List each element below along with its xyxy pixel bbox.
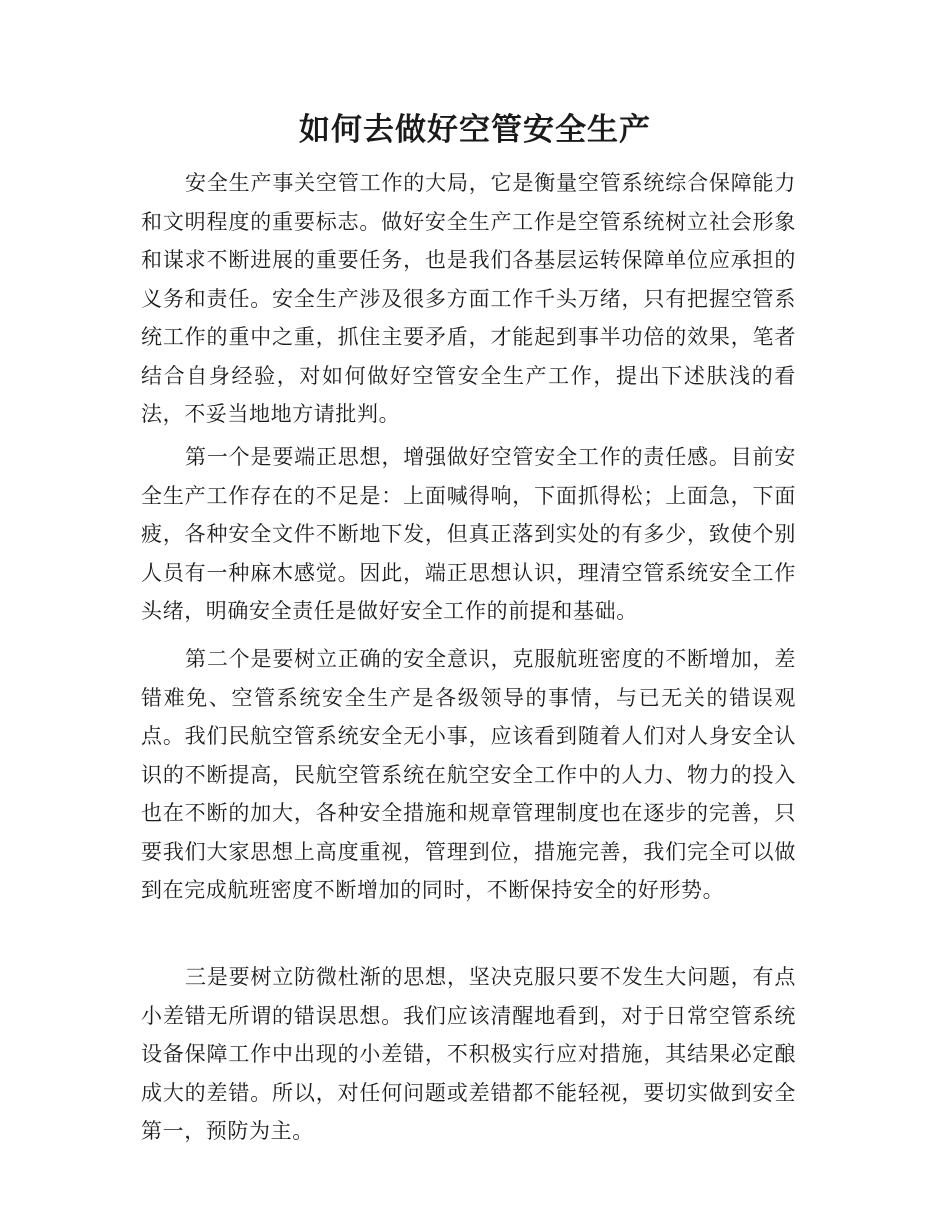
paragraph-point-one: 第一个是要端正思想，增强做好空管安全工作的责任感。目前安全生产工作存在的不足是：上面喊得响，下面抓得松；上面急，下面疲，各种安全文件不断地下发，但真正落到实处的有多少，致使个别人员有一种麻木感觉。因此，端正思想认识，理清空管系统安全工作头绪，明确安全责任是做好安全工作的前提和基础。	[141, 445, 796, 623]
paragraph-point-two: 第二个是要树立正确的安全意识，克服航班密度的不断增加，差错难免、空管系统安全生产是各级领导的事情，与已无关的错误观点。我们民航空管系统安全无小事，应该看到随着人们对人身安全认识的不断提高，民航空管系统在航空安全工作中的人力、物力的投入也在不断的加大，各种安全措施和规章管理制度也在逐步的完善，只要我们大家思想上高度重视，管理到位，措施完善，我们完全可以做到在完成航班密度不断增加的同时，不断保持安全的好形势。	[141, 647, 796, 902]
paragraph-point-three: 三是要树立防微杜渐的思想，坚决克服只要不发生大问题，有点小差错无所谓的错误思想。我们应该清醒地看到，对于日常空管系统设备保障工作中出现的小差错，不积极实行应对措施，其结果必定酿成大的差错。所以，对任何问题或差错都不能轻视，要切实做到安全第一，预防为主。	[141, 965, 796, 1143]
paragraph-intro: 安全生产事关空管工作的大局，它是衡量空管系统综合保障能力和文明程度的重要标志。做好安全生产工作是空管系统树立社会形象和谋求不断进展的重要任务，也是我们各基层运转保障单位应承担的义务和责任。安全生产涉及很多方面工作千头万绪，只有把握空管系统工作的重中之重，抓住主要矛盾，才能起到事半功倍的效果，笔者结合自身经验，对如何做好空管安全生产工作，提出下述肤浅的看法，不妥当地地方请批判。	[141, 171, 796, 426]
document-title: 如何去做好空管安全生产	[299, 112, 651, 148]
